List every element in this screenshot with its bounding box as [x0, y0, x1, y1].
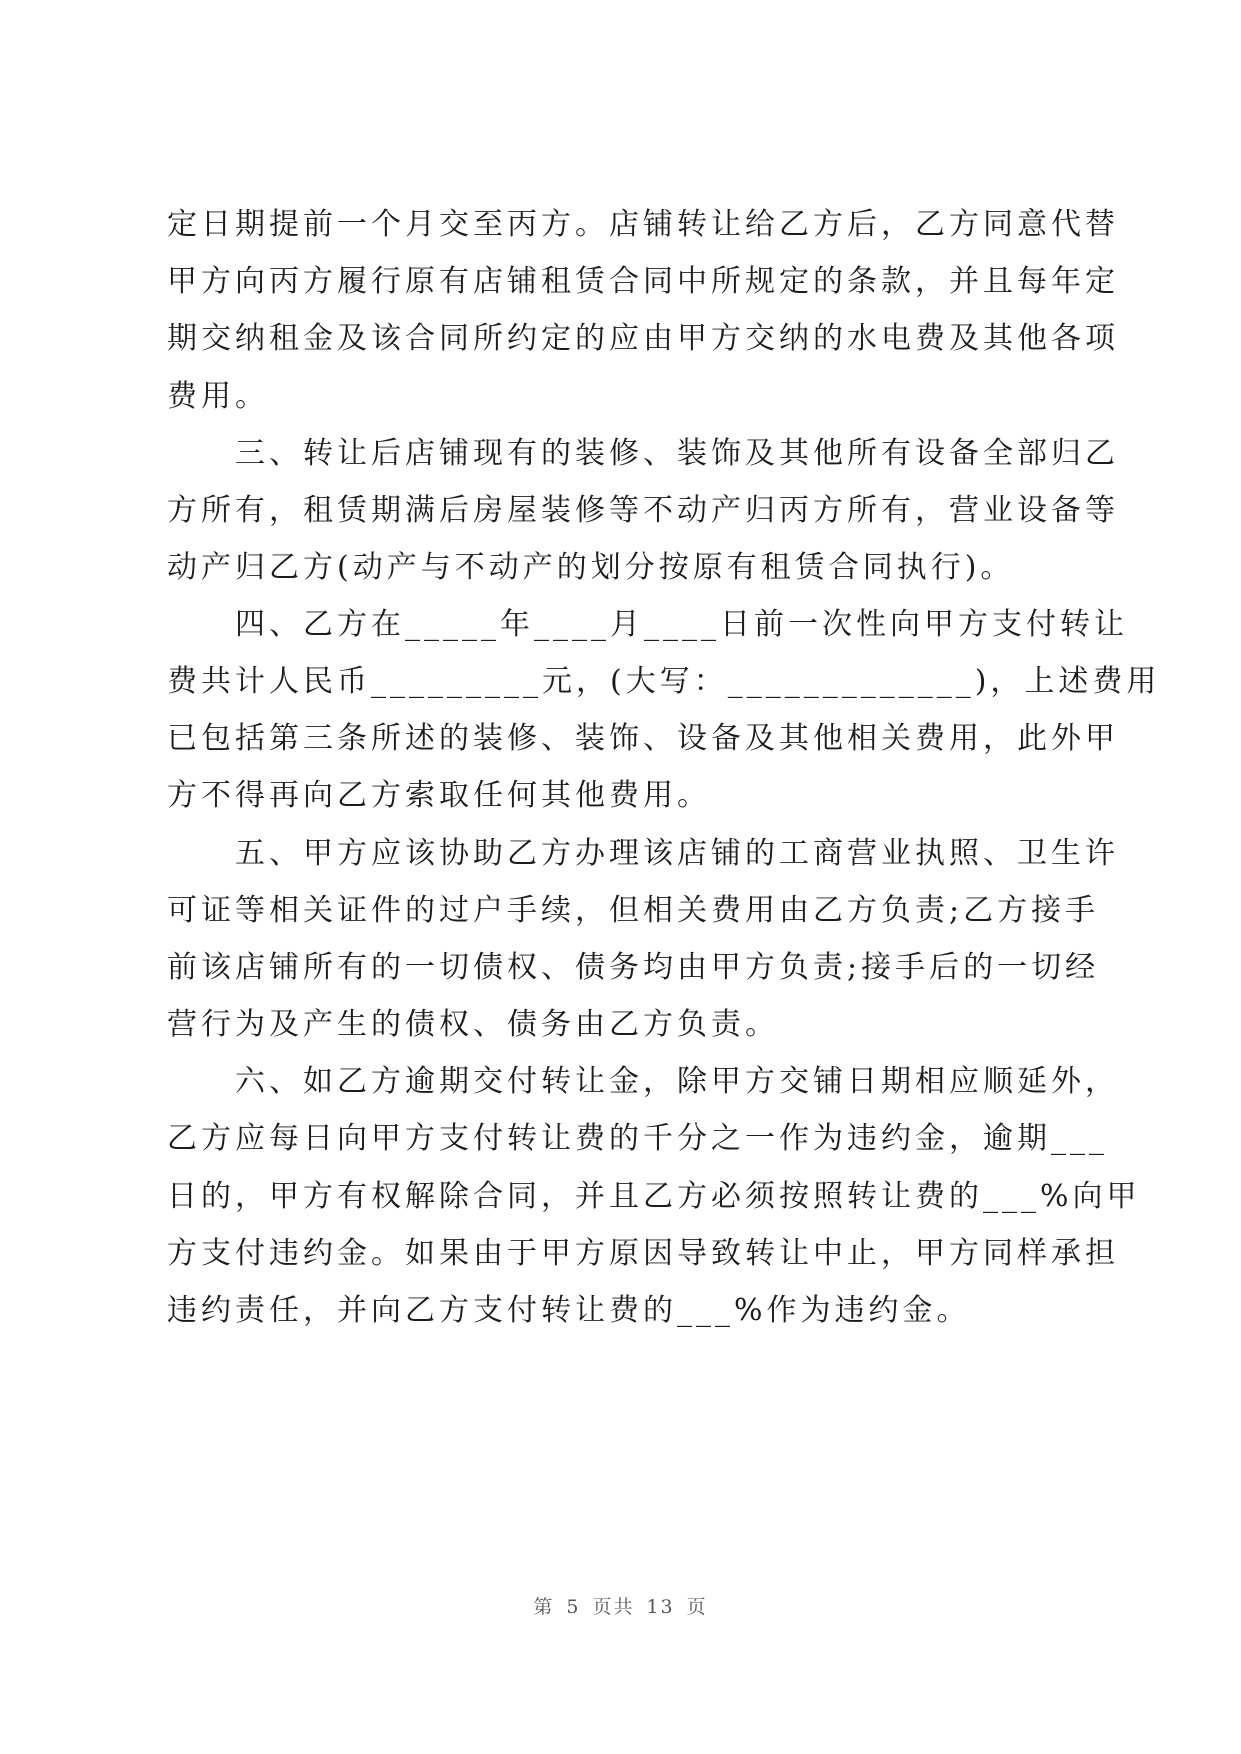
- footer-total-pages: 13: [646, 1596, 675, 1618]
- text-line: 已包括第三条所述的装修、装饰、设备及其他相关费用，此外甲: [167, 721, 1119, 756]
- footer-page-end-label: 页: [686, 1596, 708, 1618]
- text-line: 四、乙方在_____年____月____日前一次性向甲方支付转让: [167, 607, 1128, 642]
- text-line: 定日期提前一个月交至丙方。店铺转让给乙方后，乙方同意代替: [167, 207, 1119, 242]
- text-line: 前该店铺所有的一切债权、债务均由甲方负责;接手后的一切经: [167, 950, 1100, 985]
- text-line: 六、如乙方逾期交付转让金，除甲方交铺日期相应顺延外，: [167, 1064, 1119, 1099]
- text-line: 动产归乙方(动产与不动产的划分按原有租赁合同执行)。: [167, 550, 1015, 585]
- text-line: 可证等相关证件的过户手续，但相关费用由乙方负责;乙方接手: [167, 893, 1100, 928]
- footer-current-page: 5: [566, 1596, 581, 1618]
- text-line: 期交纳租金及该合同所约定的应由甲方交纳的水电费及其他各项: [167, 321, 1119, 356]
- text-line: 费共计人民币_________元，(大写：_____________)，上述费用: [167, 664, 1161, 699]
- text-line: 违约责任，并向乙方支付转让费的___%作为违约金。: [167, 1293, 971, 1328]
- text-line: 方支付违约金。如果由于甲方原因导致转让中止，甲方同样承担: [167, 1236, 1119, 1271]
- text-line: 乙方应每日向甲方支付转让费的千分之一作为违约金，逾期___: [167, 1121, 1108, 1156]
- page-footer: [0, 1592, 1241, 1619]
- text-line: 营行为及产生的债权、债务由乙方负责。: [167, 1007, 779, 1042]
- footer-page-unit-label: 页共: [592, 1596, 635, 1618]
- text-line: 三、转让后店铺现有的装修、装饰及其他所有设备全部归乙: [167, 436, 1119, 471]
- text-line: 五、甲方应该协助乙方办理该店铺的工商营业执照、卫生许: [167, 836, 1119, 871]
- footer-page-label: 第: [533, 1596, 555, 1618]
- text-line: 方不得再向乙方索取任何其他费用。: [167, 778, 711, 813]
- text-line: 费用。: [167, 379, 269, 414]
- text-line: 甲方向丙方履行原有店铺租赁合同中所规定的条款，并且每年定: [167, 264, 1119, 299]
- text-line: 方所有，租赁期满后房屋装修等不动产归丙方所有，营业设备等: [167, 493, 1119, 528]
- text-line: 日的，甲方有权解除合同，并且乙方必须按照转让费的___%向甲: [167, 1179, 1141, 1214]
